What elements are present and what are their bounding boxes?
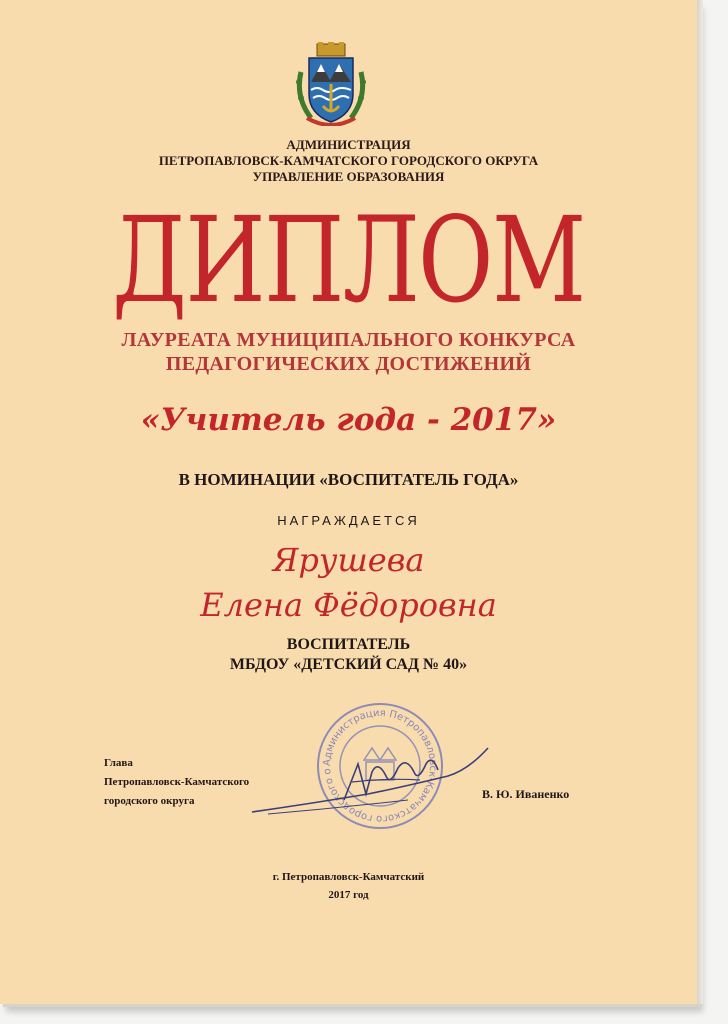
signatory-title-line-2: Петропавловск-Камчатского — [104, 776, 250, 788]
coat-of-arms-icon — [293, 42, 369, 131]
signatory-title — [104, 754, 249, 811]
issue-place-date — [0, 868, 697, 904]
signatory-name: В. Ю. Иваненко — [482, 787, 570, 801]
seal-text: Администрация Петропавловск-Камчатского городского о — [321, 707, 439, 825]
issue-city: г. Петропавловск-Камчатский — [272, 871, 425, 883]
subtitle-line-1: ЛАУРЕАТА МУНИЦИПАЛЬНОГО КОНКУРСА — [121, 329, 576, 351]
contest-name: «Учитель года - 2017» — [140, 402, 557, 438]
signatory-title-line-3: городского округа — [104, 795, 195, 807]
issue-year: 2017 год — [328, 889, 369, 901]
issuer-line-1: АДМИНИСТРАЦИЯ — [286, 137, 411, 152]
diploma-title: ДИПЛОМ — [112, 191, 585, 329]
handwritten-signature — [248, 742, 498, 827]
recipient-given-names: Елена Фёдоровна — [200, 586, 497, 624]
recipient-position-block — [0, 635, 697, 675]
recipient-surname: Ярушева — [272, 541, 425, 579]
issuer-line-3: УПРАВЛЕНИЕ ОБРАЗОВАНИЯ — [252, 169, 445, 184]
awarded-label: НАГРАЖДАЕТСЯ — [277, 513, 420, 528]
recipient-organization: МБДОУ «ДЕТСКИЙ САД № 40» — [229, 656, 468, 673]
nomination: В НОМИНАЦИИ «ВОСПИТАТЕЛЬ ГОДА» — [178, 470, 519, 489]
recipient-position: ВОСПИТАТЕЛЬ — [286, 636, 411, 653]
subtitle-line-2: ПЕДАГОГИЧЕСКИХ ДОСТИЖЕНИЙ — [165, 353, 532, 375]
issuer-line-2: ПЕТРОПАВЛОВСК-КАМЧАТСКОГО ГОРОДСКОГО ОКРУГА — [158, 153, 539, 168]
issuer-header — [0, 137, 697, 185]
signatory-title-line-1: Глава — [104, 757, 133, 769]
paper-edge — [697, 0, 703, 1004]
laureate-subtitle — [0, 328, 697, 376]
